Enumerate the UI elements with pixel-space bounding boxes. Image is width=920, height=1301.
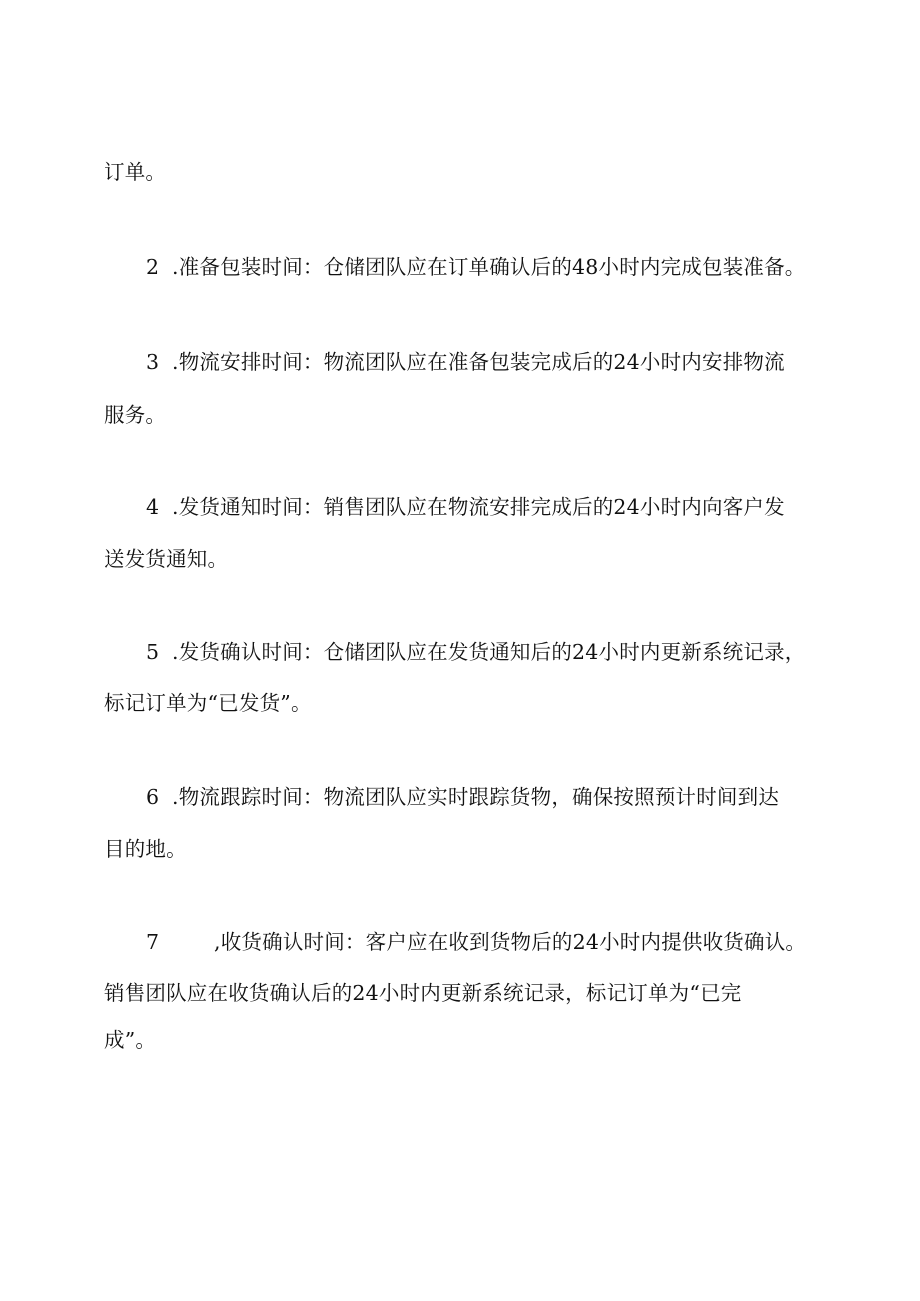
list-text: 目的地。: [104, 837, 187, 861]
list-item-7: [146, 928, 866, 956]
list-number: 5: [146, 640, 160, 664]
list-text: .准备包装时间：仓储团队应在订单确认后的48小时内完成包装准备。: [172, 255, 806, 279]
list-number: 7: [146, 930, 160, 954]
list-number: 6: [146, 785, 160, 809]
list-item-5-continuation: [104, 689, 824, 717]
list-item-7-continuation: [104, 979, 824, 1007]
list-item-2: [146, 253, 866, 281]
list-item-5: [146, 638, 866, 666]
list-item-7-continuation: [104, 1026, 824, 1054]
list-text: .物流安排时间：物流团队应在准备包装完成后的24小时内安排物流: [172, 350, 785, 374]
list-text: 送发货通知。: [104, 547, 229, 571]
list-text: 成”。: [104, 1028, 157, 1052]
list-number: 3: [146, 350, 160, 374]
list-text: .物流跟踪时间：物流团队应实时跟踪货物，确保按照预计时间到达: [172, 785, 780, 809]
list-text: 标记订单为“已发货”。: [104, 691, 312, 715]
list-text: .发货确认时间：仓储团队应在发货通知后的24小时内更新系统记录，: [172, 640, 806, 664]
list-text: 销售团队应在收货确认后的24小时内更新系统记录，标记订单为“已完: [104, 981, 742, 1005]
list-item-6-continuation: [104, 835, 824, 863]
list-number: 2: [146, 255, 160, 279]
list-item-6: [146, 783, 866, 811]
list-text: 服务。: [104, 403, 167, 427]
paragraph-text: 订单。: [104, 160, 167, 184]
list-item-3: [146, 348, 866, 376]
list-item-4-continuation: [104, 545, 824, 573]
list-item-3-continuation: [104, 401, 824, 429]
paragraph-continuation: [104, 158, 824, 186]
list-number: 4: [146, 495, 160, 519]
list-item-4: [146, 493, 866, 521]
list-text: .发货通知时间：销售团队应在物流安排完成后的24小时内向客户发: [172, 495, 785, 519]
list-text: ,收货确认时间：客户应在收到货物后的24小时内提供收货确认。: [214, 930, 807, 954]
